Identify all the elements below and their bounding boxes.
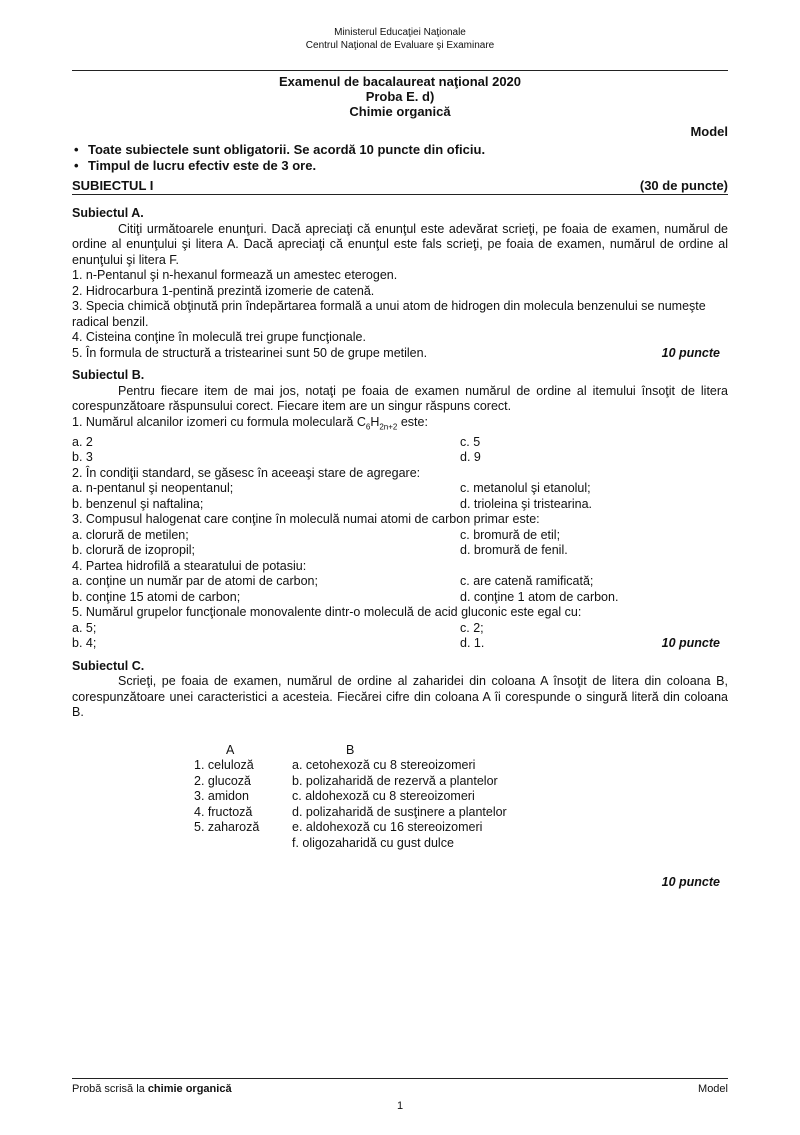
answer-row: b. 4; d. 1. 10 puncte: [72, 636, 720, 650]
column-headers: [222, 743, 728, 759]
section-a-points: 10 puncte: [661, 345, 720, 360]
match-row: f. oligozaharidă cu gust dulce: [292, 835, 454, 850]
section-a-item: 5. În formula de structură a tristearinei sunt 50 de grupe metilen.: [72, 345, 428, 360]
model-label: Model: [690, 124, 728, 139]
content: [72, 206, 728, 891]
section-c-points: 10 puncte: [661, 875, 720, 889]
answer-row: a. 5; c. 2;: [72, 620, 484, 635]
match-row: 4. fructoză d. polizaharidă de susţinere a plantelor: [194, 804, 507, 819]
match-row: 3. amidon c. aldohexoză cu 8 stereoizomeri: [194, 789, 475, 803]
section-b-points: 10 puncte: [661, 636, 720, 650]
question-5: 5. Numărul grupelor funcţionale monovalente dintr-o moleculă de acid gluconic este egal cu:: [72, 605, 582, 619]
match-row: 2. glucoză b. polizaharidă de rezervă a plantelor: [194, 773, 498, 788]
answer-row: b. conţine 15 atomi de carbon; d. conţine 1 atom de carbon.: [72, 589, 619, 604]
section-a-item: 4. Cisteina conţine în moleculă trei grupe funcţionale.: [72, 330, 366, 344]
answer-row: a. conţine un număr par de atomi de carbon; c. are catenă ramificată;: [72, 574, 594, 588]
question-4: 4. Partea hidrofilă a stearatului de potasiu:: [72, 558, 307, 573]
section-b-title: Subiectul B.: [72, 368, 145, 382]
section-a-intro: Citiţi următoarele enunţuri. Dacă apreciaţi că enunţul este adevărat scrieţi, pe foaia de examen, numărul de ordine al enunţului şi litera A. Dacă apreciaţi că enunţul este fals scrieţi, pe foaia de examen, numărul de ordine al enunţului şi litera F.: [72, 221, 728, 267]
question-3: 3. Compusul halogenat care conţine în moleculă numai atomi de carbon primar este:: [72, 512, 540, 526]
answer-row: b. clorură de izopropil; d. bromură de fenil.: [72, 543, 568, 557]
center-name: Centrul Naţional de Evaluare şi Examinare: [305, 40, 495, 51]
answer-row: b. 3 d. 9: [72, 450, 481, 464]
page-footer: [72, 1083, 728, 1095]
question-2: 2. În condiţii standard, se găsesc în aceeaşi stare de agregare:: [72, 465, 421, 480]
subiect-heading: [72, 178, 728, 195]
page-number: 1: [396, 1100, 404, 1112]
ministry-name: Ministerul Educaţiei Naţionale: [334, 27, 466, 38]
footer-right: Model: [698, 1083, 728, 1095]
instructions: [72, 142, 728, 174]
section-a-item: 3. Specia chimică obţinută prin îndepărtarea formală a unui atom de hidrogen din molecula benzenului se numeşte radical benzil.: [72, 299, 706, 329]
subiect-points: (30 de puncte): [639, 178, 728, 193]
proba-label: Proba E. d): [365, 89, 435, 104]
section-a-item: 2. Hidrocarbura 1-pentină prezintă izomerie de catenă.: [72, 283, 375, 298]
exam-title: Examenul de bacalaureat naţional 2020: [278, 74, 522, 89]
answer-row: b. benzenul şi naftalina; d. trioleina şi tristearina.: [72, 496, 593, 511]
footer-left: Probă scrisă la chimie organică: [72, 1083, 232, 1095]
exam-page: [72, 0, 728, 1135]
answer-row: a. n-pentanul şi neopentanul; c. metanolul şi etanolul;: [72, 481, 591, 495]
section-a-item: 1. n-Pentanul şi n-hexanul formează un amestec eterogen.: [72, 268, 398, 282]
section-a-last-row: [72, 346, 728, 362]
match-row: 5. zaharoză e. aldohexoză cu 16 stereoizomeri: [194, 820, 483, 834]
match-row: 1. celuloză a. cetohexoză cu 8 stereoizomeri: [194, 758, 476, 772]
answer-row: a. clorură de metilen; c. bromură de etil;: [72, 527, 561, 542]
column-a-header: A: [226, 742, 235, 757]
question-1: 1. Numărul alcanilor izomeri cu formula moleculară $C_6H_{2n+2}$ este:: [72, 414, 428, 431]
section-a-title: Subiectul A.: [72, 206, 144, 220]
subject-name: Chimie organică: [349, 104, 451, 119]
header-divider: [72, 70, 728, 71]
title-block: [72, 74, 728, 119]
instruction-item: • Timpul de lucru efectiv este de 3 ore.: [74, 158, 317, 173]
section-c-intro: Scrieţi, pe foaia de examen, numărul de ordine al zaharidei din coloana A însoţit de litera din coloana B, corespunzătoare unei caracteristici a acesteia. Fiecărei cifre din coloana A îi corespunde o singură literă din coloana B.: [72, 674, 728, 719]
footer-divider: [72, 1078, 728, 1079]
section-b-intro: Pentru fiecare item de mai jos, notaţi pe foaia de examen numărul de ordine al itemului însoţit de litera corespunzătoare răspunsului corect. Fiecare item are un singur răspuns corect.: [72, 383, 728, 413]
answer-row: a. 2 c. 5: [72, 434, 481, 449]
instruction-item: • Toate subiectele sunt obligatorii. Se acordă 10 puncte din oficiu.: [74, 142, 486, 157]
subiect-label: SUBIECTUL I: [72, 178, 154, 193]
section-c-title: Subiectul C.: [72, 658, 145, 673]
page-header: [72, 0, 728, 52]
column-b-header: B: [346, 742, 355, 757]
